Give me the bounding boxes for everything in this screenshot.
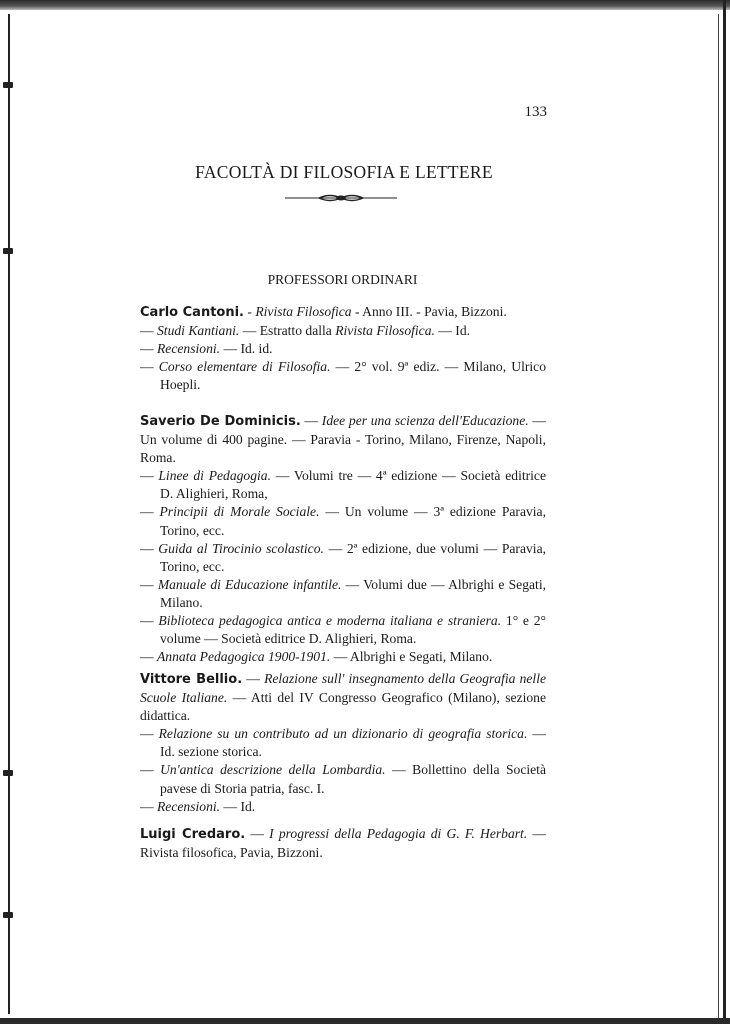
citation-text: — Estratto dalla — [239, 323, 336, 339]
citation-text: - Anno III. - Pavia, Bizzoni. — [351, 304, 507, 319]
citation-text: — Bollettino della Società pavese di Storia patria, fasc. I. — [160, 762, 546, 796]
citation-text: — — [140, 359, 159, 375]
entry-item — [140, 358, 546, 394]
work-title: Recensioni. — [157, 341, 221, 357]
entry-item — [140, 322, 546, 340]
work-title: Recensioni. — [157, 798, 221, 814]
entry-item — [140, 725, 546, 761]
entry-credaro — [140, 825, 546, 862]
citation-text: — — [140, 613, 159, 629]
section-subheading: PROFESSORI ORDINARI — [267, 272, 418, 287]
citation-text: — — [140, 540, 159, 556]
citation-text: — — [140, 649, 157, 665]
work-title: Principii di Morale Sociale. — [159, 504, 320, 520]
page-heading: FACOLTÀ DI FILOSOFIA E LETTERE — [195, 162, 493, 182]
citation-text: 1° e 2° volume — Società editrice D. Alighieri, Roma. — [160, 613, 546, 647]
divider-ornament — [285, 192, 397, 204]
citation-text: — — [140, 762, 161, 778]
scan-left-notch — [3, 248, 13, 254]
citation-text: — — [140, 726, 159, 742]
citation-text: — Id. — [434, 323, 471, 339]
entry-item — [140, 761, 546, 797]
scan-left-notch — [3, 82, 13, 88]
citation-text: — 2° vol. 9ª ediz. — Milano, Ulrico Hoepli. — [160, 359, 546, 393]
work-title: Relazione su un contributo ad un dizionario di geografia storica. — [158, 726, 528, 742]
citation-text: — Id. id. — [220, 341, 273, 357]
work-title: Corso elementare di Filosofia. — [158, 359, 331, 375]
work-title: Idee per una scienza dell'Educazione. — [321, 413, 529, 428]
author-name: Luigi Credaro. — [140, 827, 246, 842]
entry-item — [140, 576, 546, 612]
author-name: Carlo Cantoni. — [140, 305, 244, 320]
entry-item — [140, 467, 546, 503]
entry-cantoni — [140, 303, 546, 394]
scan-top-border — [0, 0, 730, 10]
scan-bottom-border — [0, 1018, 730, 1024]
citation-text: - — [244, 304, 256, 319]
citation-text: — — [242, 671, 265, 686]
entry-item — [140, 540, 546, 576]
entry-item — [140, 612, 546, 648]
citation-text: — 2ª edizione, due volumi — Paravia, Torino, ecc. — [160, 540, 547, 574]
scan-left-border — [8, 14, 10, 1014]
entry-item — [140, 503, 546, 539]
citation-text: — Id. — [220, 798, 256, 814]
work-title: Rivista Filosofica — [255, 304, 352, 319]
work-title: Biblioteca pedagogica antica e moderna italiana e straniera. — [158, 613, 502, 629]
scan-left-notch — [3, 770, 13, 776]
citation-text: — Id. sezione storica. — [160, 726, 546, 760]
work-title: Un'antica descrizione della Lombardia. — [160, 762, 386, 778]
author-name: Saverio De Dominicis. — [140, 414, 301, 429]
scan-left-notch — [3, 912, 13, 918]
citation-text: — — [140, 323, 157, 339]
citation-text: — — [140, 468, 159, 484]
citation-text: — — [140, 576, 158, 592]
citation-text: — Albrighi e Segati, Milano. — [330, 649, 493, 665]
citation-text: — Volumi due — Albrighi e Segati, Milano. — [160, 576, 546, 610]
page-number: 133 — [524, 104, 547, 120]
entry-item — [140, 798, 546, 816]
citation-text: — Atti del IV Congresso Geografico (Milano), sezione didattica. — [140, 690, 546, 724]
work-title: Guida al Tirocinio scolastico. — [158, 540, 324, 556]
work-title: I progressi della Pedagogia di G. F. Herbart. — [269, 826, 528, 841]
entry-de-dominicis — [140, 412, 546, 666]
work-title: Relazione sull' insegnamento della Geografia nelle Scuole Italiane. — [140, 671, 547, 706]
entry-item — [140, 648, 546, 666]
work-title: Studi Kantiani. — [157, 323, 240, 339]
entry-item — [140, 340, 546, 358]
citation-text: — — [300, 413, 322, 428]
entry-first-line — [140, 825, 546, 862]
citation-text: — — [140, 341, 157, 357]
citation-text: — Un volume — 3ª edizione Paravia, Torino, ecc. — [160, 504, 546, 538]
author-name: Vittore Bellio. — [140, 672, 243, 687]
citation-text: — Volumi tre — 4ª edizione — Società editrice D. Alighieri, Roma, — [160, 468, 546, 502]
entry-first-line — [140, 412, 546, 467]
work-title: Rivista Filosofica. — [335, 323, 435, 339]
work-title: Annata Pedagogica 1900-1901. — [157, 649, 331, 665]
citation-text: — — [245, 826, 270, 841]
citation-text: — — [140, 798, 157, 814]
citation-text: — Un volume di 400 pagine. — Paravia - Torino, Milano, Firenze, Napoli, Roma. — [140, 413, 546, 466]
work-title: Linee di Pedagogia. — [158, 468, 271, 484]
scan-right-border — [723, 0, 726, 1024]
entry-first-line — [140, 670, 546, 725]
scan-right-inner-border — [718, 14, 719, 1024]
entry-bellio — [140, 670, 546, 816]
work-title: Manuale di Educazione infantile. — [157, 576, 342, 592]
citation-text: — — [140, 504, 160, 520]
citation-text: — Rivista filosofica, Pavia, Bizzoni. — [140, 826, 546, 861]
entry-first-line — [140, 303, 546, 322]
